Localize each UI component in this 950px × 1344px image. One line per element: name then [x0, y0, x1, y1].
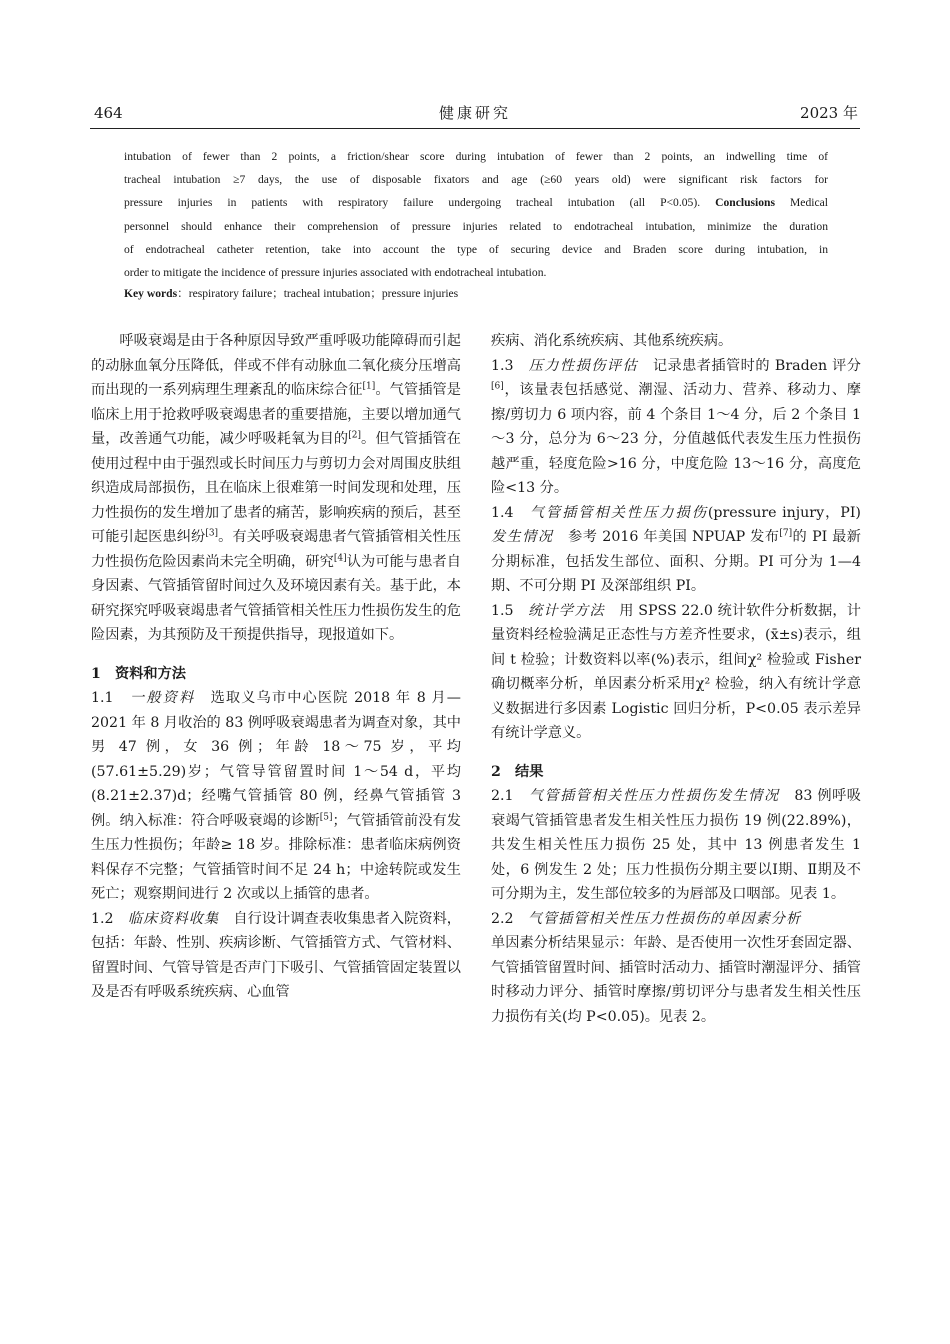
citation: [5]: [319, 811, 333, 822]
page-header: [90, 103, 860, 125]
subsection-1-5: [491, 599, 861, 746]
keywords: [124, 283, 458, 305]
subsection-2-2: [491, 907, 861, 1030]
subsection-title: 气管插管相关性压力性损伤发生情况: [528, 788, 780, 804]
subsection-number: 1.3: [491, 357, 514, 374]
subsection-number: 1.4: [491, 504, 514, 521]
subsection-title: 发生情况: [491, 529, 554, 545]
abstract-line-text: pressure injuries in patients with respiratory failure undergoing tracheal intubation (all P<0.05).: [124, 196, 701, 210]
right-column: [491, 329, 861, 1029]
subsection-text: 83 例呼吸衰竭气管插管患者发生相关性压力损伤 19 例(22.89%)，共发生相关性压力损伤 25 处，其中 13 例患者发生 1 处，6 例发生 2 处；压力性损伤分期主要以Ⅰ期、Ⅱ期及不可分期为主，发生部位较多的为唇部及口咽部。见表 1。: [491, 788, 861, 902]
subsection-text: ，该量表包括感觉、潮湿、活动力、营养、移动力、摩擦/剪切力 6 项内容，前 4 个条目 1～4 分，后 2 个条目 1～3 分，总分为 6～23 分，分值越低代表发生压力性损伤越严重，轻度危险>16 分，中度危险 13～16 分，高度危险<13 分。: [491, 382, 861, 496]
header-rule: [90, 128, 860, 129]
abstract-line: order to mitigate the incidence of pressure injuries associated with endotracheal intubation.: [124, 266, 547, 280]
subsection-1-4: [491, 501, 861, 599]
abstract-line: intubation of fewer than 2 points, a friction/shear score during intubation of fewer than 2 points, an indwelling time of: [124, 150, 828, 163]
subsection-title: 气管插管相关性压力损伤: [529, 504, 708, 521]
section-heading-2: 2 结果: [491, 763, 544, 780]
citation: [7]: [779, 528, 793, 539]
subsection-number: 2.2: [491, 910, 514, 927]
subsection-text: 参考 2016 年美国 NPUAP 发布: [553, 529, 780, 545]
left-column: [91, 329, 461, 1005]
subsection-number: 1.2: [91, 910, 114, 927]
subsection-text: 自行设计调查表收集患者入院资料，包括：年龄、性别、疾病诊断、气管插管方式、气管材料、留置时间、气管导管是否声门下吸引、气管插管固定装置以及是否有呼吸系统疾病、心血管: [91, 910, 461, 1000]
intro-paragraph: [91, 329, 461, 648]
subsection-title-en: (pressure injury，PI): [707, 504, 861, 521]
subsection-text: 单因素分析结果显示：年龄、是否使用一次性牙套固定器、气管插管留置时间、插管时活动力、插管时潮湿评分、插管时移动力评分、插管时摩擦/剪切评分与患者发生相关性压力损伤有关(均 P<0.05)。见表 2。: [491, 935, 861, 1025]
subsection-1-2: [91, 907, 461, 1005]
subsection-text: 记录患者插管时的 Braden 评分: [638, 357, 861, 374]
page-number: 464: [94, 104, 123, 122]
citation: [1]: [362, 381, 376, 392]
abstract-line: tracheal intubation ≥7 days, the use of disposable fixators and age (≥60 years old) were significant risk factors for: [124, 173, 828, 187]
english-abstract: [124, 145, 828, 284]
conclusions-label: Conclusions: [715, 196, 776, 210]
intro-text: 认为可能与患者自身因素、气管插管留时间过久及环境因素有关。基于此，本研究探究呼吸衰竭患者气管插管相关性压力性损伤发生的危险因素，为其预防及干预提供指导，现报道如下。: [91, 553, 461, 643]
subsection-text: 用 SPSS 22.0 统计软件分析数据，计量资料经检验满足正态性与方差齐性要求，(x̄±s)表示，组间 t 检验；计数资料以率(%)表示，组间χ² 检验或 Fisher 确切概率分析，单因素分析采用χ² 检验，纳入有统计学意义数据进行多因素 Logistic 回归分析，P<0.05 表示差异有统计学意义。: [491, 602, 861, 741]
abstract-line-tail: Medical: [790, 196, 828, 210]
intro-text: 呼吸衰竭是由于各种原因导致严重呼吸功能障碍而引起的动脉血氧分压降低，伴或不伴有动脉血二氧化痰分压增高而出现的一系列病理生理紊乱的临床综合征: [91, 333, 461, 398]
subsection-number: 2.1: [491, 788, 514, 804]
citation: [3]: [205, 528, 219, 539]
intro-text: 。但气管插管在使用过程中由于强烈或长时间压力与剪切力会对周围皮肤组织造成局部损伤，且在临床上很难第一时间发现和处理，压力性损伤的发生增加了患者的痛苦，影响疾病的预后，甚至可能引起医患纠纷: [91, 431, 461, 545]
keywords-label: Key words: [124, 287, 178, 300]
subsection-title: 一般资料: [130, 690, 196, 706]
subsection-2-1: [491, 784, 861, 907]
subsection-text: ；气管插管前没有发生压力性损伤；年龄≥ 18 岁。排除标准：患者临床病例资料保存不完整；气管插管时间不足 24 h；中途转院或发生死亡；观察期间进行 2 次或以上插管的患者。: [91, 812, 461, 902]
subsection-title: 临床资料收集: [127, 910, 220, 927]
intro-text: 。气管插管是临床上用于抢救呼吸衰竭患者的重要措施，主要以增加通气量，改善通气功能，减少呼吸耗氧为目的: [91, 382, 461, 447]
subsection-title: 统计学方法: [528, 602, 605, 619]
section-heading-1: 1 资料和方法: [91, 665, 186, 682]
journal-year: 2023 年: [800, 104, 858, 122]
subsection-text: 的 PI 最新分期标准，包括发生部位、面积、分期。PI 可分为 1—4 期、不可分期 PI 及深部组织 PI。: [491, 529, 861, 594]
abstract-line: of endotracheal catheter retention, take into account the type of securing device and Braden score during intubation, in: [124, 242, 828, 256]
abstract-line: [124, 191, 828, 214]
intro-text: 。有关呼吸衰竭患者气管插管相关性压力性损伤危险因素尚未完全明确，研究: [91, 529, 461, 570]
citation: [6]: [491, 381, 504, 392]
subsection-title: 气管插管相关性压力性损伤的单因素分析: [527, 910, 802, 927]
subsection-1-1: [91, 686, 461, 907]
continued-text: 疾病、消化系统疾病、其他系统疾病。: [491, 333, 733, 349]
subsection-text: 选取义乌市中心医院 2018 年 8 月—2021 年 8 月收治的 83 例呼吸衰竭患者为调查对象，其中男 47 例，女 36 例；年龄 18～75 岁，平均(57.61±5.29)岁；气管导管留置时间 1～54 d，平均(8.21±2.37)d；经嘴气管插管 80 例，经鼻气管插管 3 例。纳入标准：符合呼吸衰竭的诊断: [91, 690, 461, 829]
citation: [2]: [348, 430, 361, 441]
subsection-number: 1.5: [491, 602, 514, 619]
journal-title: 健康研究: [438, 104, 511, 122]
keywords-text: ：respiratory failure；tracheal intubation；pressure injuries: [177, 287, 459, 300]
abstract-line: personnel should enhance their comprehension of pressure injuries related to endotracheal intubation, minimize the duration: [124, 219, 828, 233]
citation: [4]: [333, 552, 347, 563]
subsection-1-3: [491, 354, 861, 501]
subsection-title: 压力性损伤评估: [528, 357, 639, 374]
subsection-number: 1.1: [91, 690, 114, 706]
